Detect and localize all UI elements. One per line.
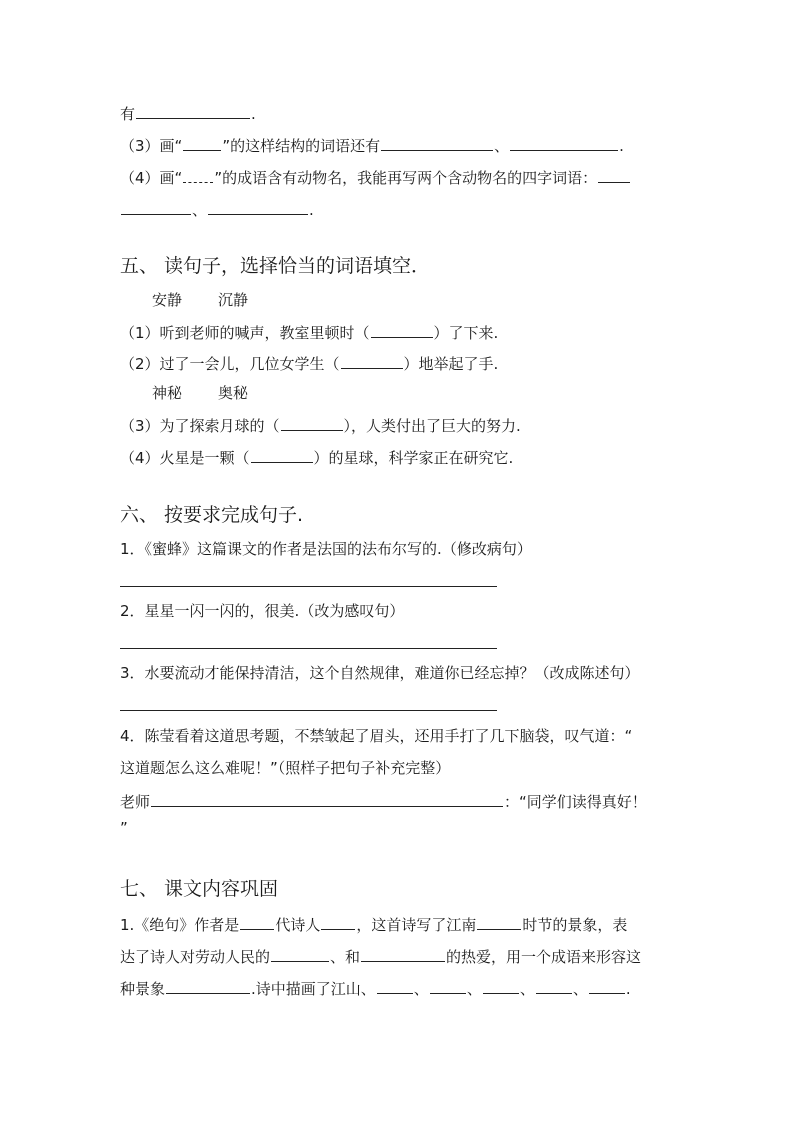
word-option: 安静 [152, 291, 183, 309]
section-7-heading: 七、 课文内容巩固 [120, 878, 279, 900]
q7-l3-text-a: 种景象 [120, 980, 166, 998]
q7-l2-text-b: 、和 [330, 948, 361, 966]
separator: 、 [572, 980, 588, 998]
q4-item-4-cont [120, 198, 314, 220]
q5-s4-text-b: ）的星球，科学家正在研究它. [313, 449, 514, 467]
q7-l3-text-b: .诗中描画了江山、 [251, 980, 376, 998]
blank[interactable] [183, 134, 221, 151]
blank[interactable] [598, 166, 630, 183]
q6-sentence-2: 2．星星一闪一闪的，很美.（改为感叹句） [120, 602, 405, 620]
blank[interactable] [151, 790, 503, 807]
q4-item4-text-b: ”的成语含有动物名，我能再写两个含动物名的四字词语： [214, 169, 598, 187]
separator: 、 [466, 980, 482, 998]
blank[interactable] [341, 352, 403, 369]
blank[interactable] [361, 945, 445, 962]
q7-line-1 [120, 913, 627, 935]
q4-item-3 [120, 134, 624, 156]
period: . [251, 105, 256, 123]
q5-s1-text-a: （1）听到老师的喊声，教室里顿时（ [120, 324, 370, 342]
q7-l1-text-b: 代诗人 [275, 916, 321, 934]
period: . [619, 137, 624, 155]
blank[interactable] [321, 913, 355, 930]
answer-line[interactable] [120, 586, 497, 587]
word-option: 奥秘 [218, 384, 249, 402]
q4-item3-text-c: 、 [494, 137, 510, 155]
q6-sentence-4-line-4: ” [120, 819, 128, 837]
q7-line-2 [120, 945, 641, 967]
q5-s3-text-a: （3）为了探索月球的（ [120, 417, 280, 435]
q5-sentence-2 [120, 352, 498, 374]
q5-s2-text-a: （2）过了一会儿，几位女学生（ [120, 355, 340, 373]
q4-line1-text: 有 [120, 105, 136, 123]
blank[interactable] [208, 198, 308, 215]
q4-item-4 [120, 166, 631, 188]
word-option: 神秘 [152, 384, 183, 402]
q4-item4-text-a: （4）画“ [120, 169, 183, 187]
q5-sentence-1 [120, 321, 498, 343]
section-5-heading: 五、 读句子，选择恰当的词语填空． [120, 255, 431, 277]
q6-s4-text-b: ：“同学们读得真好！ [504, 793, 647, 811]
q7-line-3 [120, 977, 631, 999]
answer-line[interactable] [120, 648, 497, 649]
q5-sentence-4 [120, 446, 513, 468]
word-option: 沉静 [218, 291, 249, 309]
blank[interactable] [483, 977, 519, 994]
q6-sentence-4-line-2: 这道题怎么这么难呢！”（照样子把句子补充完整） [120, 759, 451, 777]
blank[interactable] [166, 977, 250, 994]
answer-line[interactable] [120, 710, 497, 711]
q6-s4-text-a: 老师 [120, 793, 151, 811]
blank[interactable] [536, 977, 572, 994]
blank[interactable] [381, 134, 493, 151]
section-6-heading: 六、 按要求完成句子. [120, 504, 304, 526]
q6-sentence-4-line-1: 4．陈莹看着这道思考题，不禁皱起了眉头，还用手打了几下脑袋，叹气道：“ [120, 727, 633, 745]
blank[interactable] [183, 166, 213, 183]
blank[interactable] [121, 198, 191, 215]
blank[interactable] [510, 134, 618, 151]
q5-sentence-3 [120, 414, 521, 436]
period: . [625, 980, 631, 998]
blank[interactable] [136, 102, 250, 119]
blank[interactable] [281, 414, 343, 431]
q5-s4-text-a: （4）火星是一颗（ [120, 449, 250, 467]
q7-l1-text-c: ，这首诗写了江南 [356, 916, 477, 934]
q5-s1-text-b: ）了下来. [433, 324, 499, 342]
q5-word-pair-2 [152, 383, 248, 403]
q6-sentence-1: 1．《蜜蜂》这篇课文的作者是法国的法布尔写的.（修改病句） [120, 540, 532, 558]
q5-s2-text-b: ）地举起了手. [403, 355, 499, 373]
q4-item3-text-b: ”的这样结构的词语还有 [222, 137, 381, 155]
blank[interactable] [477, 913, 521, 930]
q6-sentence-3: 3．水要流动才能保持清洁，这个自然规律，难道你已经忘掉？（改成陈述句） [120, 664, 640, 682]
q7-l2-text-a: 达了诗人对劳动人民的 [120, 948, 271, 966]
blank[interactable] [240, 913, 274, 930]
blank[interactable] [377, 977, 413, 994]
q4-item3-text-a: （3）画“ [120, 137, 183, 155]
q4-item4-text-c: 、 [192, 201, 208, 219]
q5-word-pair-1 [152, 290, 248, 310]
separator: 、 [519, 980, 535, 998]
q6-sentence-4-line-3 [120, 790, 647, 812]
blank[interactable] [271, 945, 329, 962]
q5-s3-text-b: ），人类付出了巨大的努力. [343, 417, 521, 435]
blank[interactable] [371, 321, 433, 338]
q7-l2-text-c: 的热爱，用一个成语来形容这 [446, 948, 642, 966]
q7-l1-text-a: 1.《绝句》作者是 [120, 916, 240, 934]
separator: 、 [413, 980, 429, 998]
blank[interactable] [251, 446, 313, 463]
blank[interactable] [589, 977, 625, 994]
q4-line-1 [120, 102, 256, 124]
period: . [309, 201, 314, 219]
blank[interactable] [430, 977, 466, 994]
q7-l1-text-d: 时节的景象，表 [522, 916, 628, 934]
